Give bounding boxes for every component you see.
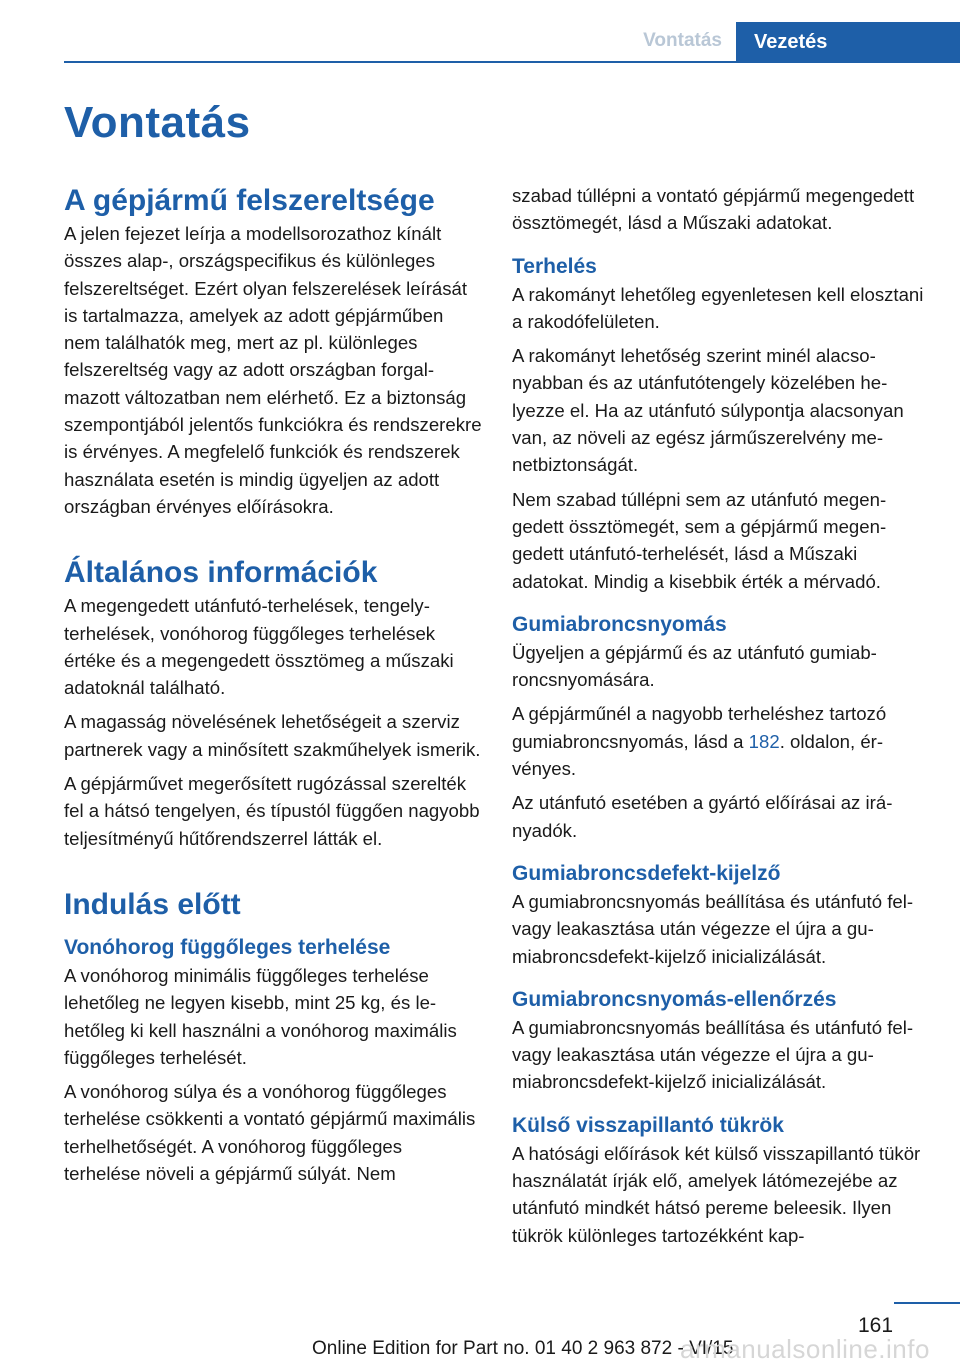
paragraph-text: A gépjárműnél a nagyobb terheléshez tartozó gumiabroncsnyomás, lásd a — [512, 703, 887, 752]
edition-note: Online Edition for Part no. 01 40 2 963 872 - VI/15 — [312, 1338, 734, 1359]
subsection-title-hitch-load: Vonóhorog függőleges terhelése — [64, 935, 391, 959]
paragraph: Az utánfutó esetében a gyártó előírásai az irányadók. — [512, 792, 893, 841]
page-header — [0, 22, 960, 62]
paragraph: A rakományt lehetőleg egyenletesen kell elosztani a rakodófelületen. — [512, 283, 924, 332]
page-link-182[interactable]: 182 — [748, 730, 780, 752]
paragraph: A gumiabroncsnyomás beállítása és utánfutó fel- vagy leakasztása után végezze el újra a gumiabroncsdefekt-kijelző inicializálását. — [512, 1016, 914, 1093]
paragraph-text: . oldalon, érvényes. — [512, 730, 884, 780]
paragraph: Ügyeljen a gépjármű és az utánfutó gumiabroncsnyomására. — [512, 641, 877, 691]
footer-rule — [894, 1302, 960, 1304]
header-rule — [64, 61, 960, 63]
subsection-title-load: Terhelés — [512, 254, 597, 278]
subsection-title-exterior-mirrors: Külső visszapillantó tükrök — [512, 1113, 784, 1137]
page-title: Vontatás — [64, 98, 251, 147]
paragraph: A vonóhorog súlya és a vonóhorog függőleges terhelése csökkenti a vontató gépjármű maximális terhelhetőségét. A vonóhorog függőleges terhelése növeli a gépjármű súlyát. Nem — [64, 1081, 476, 1185]
section-title-general: Általános információk — [64, 556, 378, 590]
right-column — [512, 182, 930, 1256]
paragraph: A gépjárművet megerősített rugózással szerelték fel a hátsó tengelyen, és típustól függően nagyobb teljesítményű hűtőrendszerrel látták el. — [64, 773, 480, 849]
paragraph: A rakományt lehetőség szerint minél alacsonyabban és az utánfutótengely közelében helyezze el. Ha az utánfutó súlypontja alacsonyan van, az növeli az egész járműszerelvény menetbiztonságát. — [512, 345, 904, 476]
page-number: 161 — [858, 1314, 894, 1337]
paragraph: Nem szabad túllépni sem az utánfutó megengedett össztömegét, sem a gépjármű megengedett utánfutó-terhelését, lásd a Műszaki adatokat. Mindig a kisebbik érték a mérvadó. — [512, 488, 887, 592]
paragraph: A magasság növelésének lehetőségeit a szerviz partnerek vagy a minősített szakműhelyek ismerik. — [64, 711, 481, 760]
paragraph: A megengedett utánfutó-terhelések, tengelyterhelések, vonóhorog függőleges terhelések értéke és a megengedett össztömeg a műszaki adatoknál található. — [64, 595, 454, 699]
section-title-equipment: A gépjármű felszereltsége — [64, 184, 435, 217]
paragraph — [512, 700, 930, 782]
header-chapter-tab: Vezetés — [736, 22, 960, 62]
header-section-label: Vontatás — [643, 30, 722, 51]
subsection-title-flat-tire-monitor: Gumiabroncsdefekt-kijelző — [512, 861, 781, 885]
left-column — [64, 182, 482, 1194]
paragraph: szabad túllépni a vontató gépjármű megengedett össztömegét, lásd a Műszaki adatokat. — [512, 185, 915, 234]
paragraph: A hatósági előírások két külső visszapillantó tükör használatát írják elő, amelyek látómezejébe az utánfutó mindkét hátsó pereme beleesik. Ilyen tükrök különleges tartozékként kap- — [512, 1142, 921, 1246]
section-title-before-departure: Indulás előtt — [64, 887, 241, 921]
paragraph: A vonóhorog minimális függőleges terhelése lehetőleg ne legyen kisebb, mint 25 kg, és lehetőleg ki kell használni a vonóhorog maximális függőleges terhelését. — [64, 964, 457, 1068]
paragraph: A gumiabroncsnyomás beállítása és utánfutó fel- vagy leakasztása után végezze el újra a gumiabroncsdefekt-kijelző inicializálását. — [512, 890, 914, 967]
subsection-title-tire-pressure: Gumiabroncsnyomás — [512, 612, 727, 636]
watermark: armanualsonline.info — [680, 1334, 930, 1362]
paragraph: A jelen fejezet leírja a modellsorozathoz kínált összes alap-, országspecifikus és különleges felszereltséget. Ezért olyan felszerelések leírását is tartalmazza, amelyek az adott gépjárműben nem találhatók meg, mert az pl. különleges felszereltség vagy az adott országban forgalmazott változatban nem elérhető. Ez a biztonság szempontjából jelentős funkciókra és rendszerekre is érvényes. A megfelelő funkciók és rendszerek használata esetén is mindig ügyeljen az adott országban érvényes előírásokra. — [64, 223, 482, 517]
subsection-title-tire-pressure-monitor: Gumiabroncsnyomás-ellenőrzés — [512, 987, 837, 1011]
